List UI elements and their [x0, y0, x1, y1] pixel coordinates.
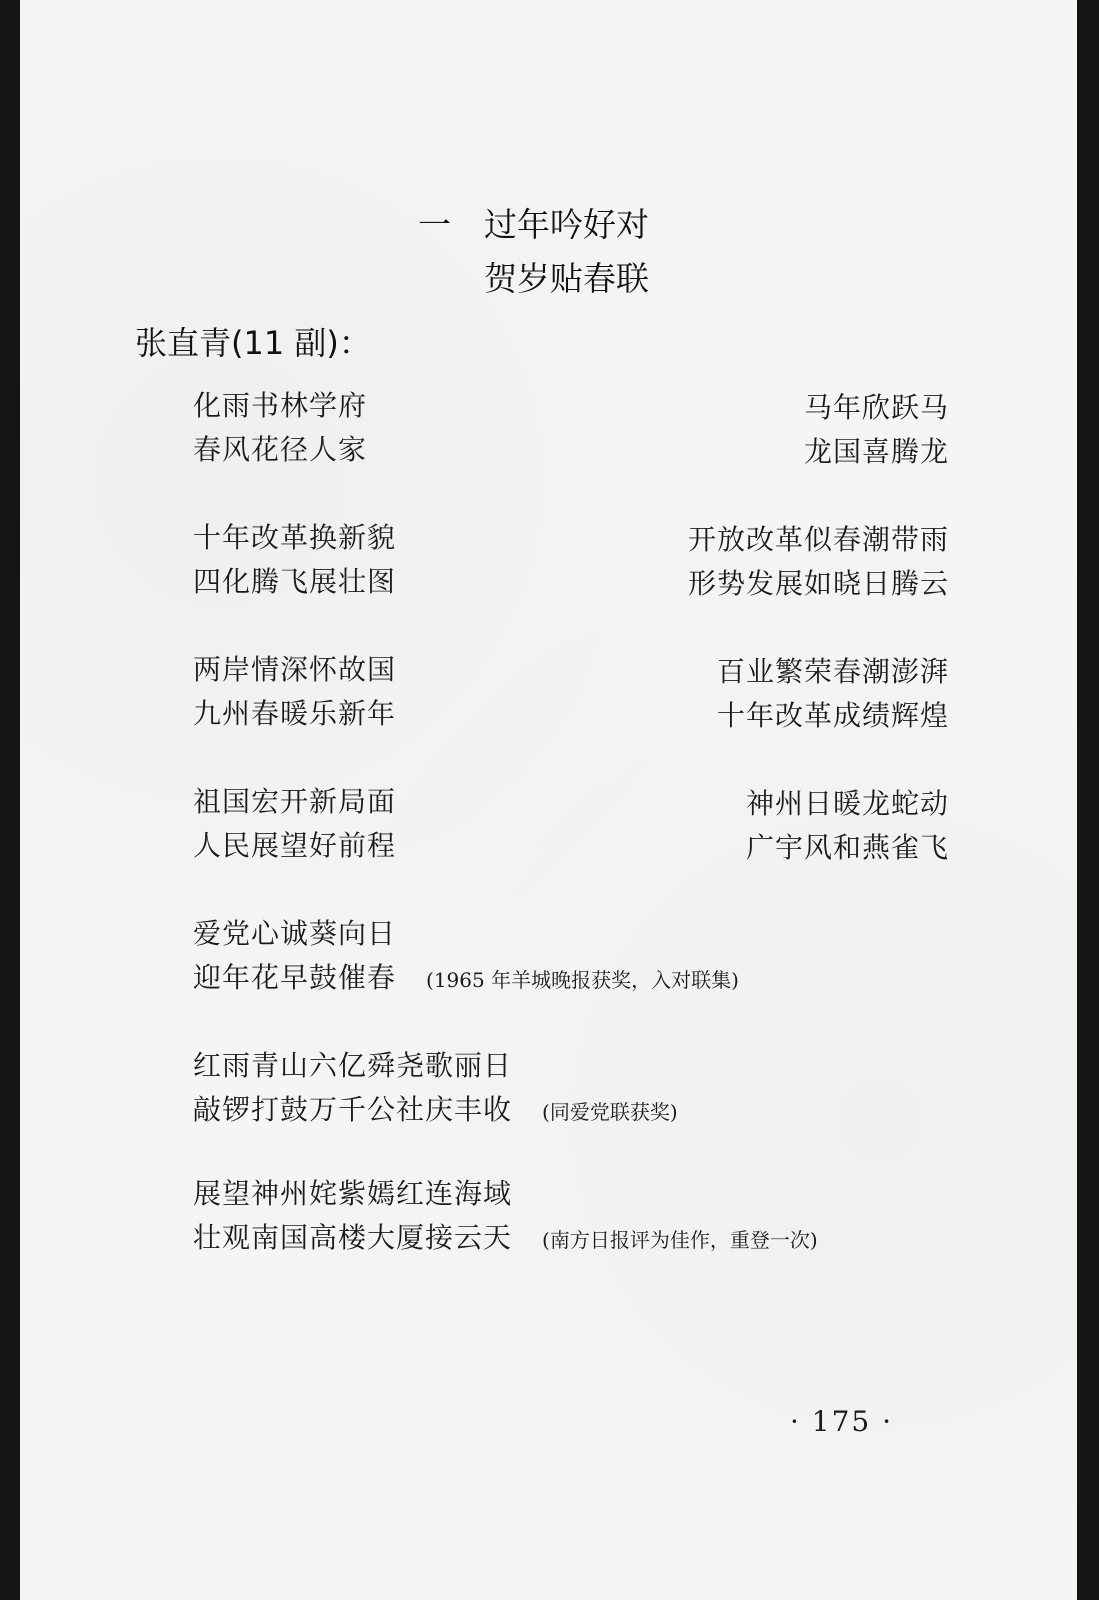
couplet-line: 爱党心诚葵向日 [193, 917, 397, 950]
couplet-line: 神州日暖龙蛇动 [745, 787, 949, 820]
couplet-2 [804, 386, 949, 474]
couplet-5 [193, 648, 396, 736]
couplet-line: 春风花径人家 [193, 433, 368, 466]
section-title-line1: 过年吟好对 [484, 205, 649, 244]
section-title-line2: 贺岁贴春联 [484, 259, 649, 298]
couplet-line: 敲锣打鼓万千公社庆丰收 [193, 1093, 513, 1126]
couplet-line: 展望神州姹紫嫣红连海域 [193, 1177, 513, 1210]
couplet-4 [688, 518, 949, 606]
couplet-line: 马年欣跃马 [803, 391, 949, 424]
couplet-8 [746, 782, 949, 870]
couplet-9 [193, 912, 739, 1002]
couplet-line: 广宇风和燕雀飞 [745, 831, 949, 864]
couplet-line: 两岸情深怀故国 [193, 653, 397, 686]
couplet-1 [193, 384, 367, 472]
couplet-line: 形势发展如晓日腾云 [687, 567, 949, 600]
couplet-line: 开放改革似春潮带雨 [687, 523, 949, 556]
scan-edge-left [0, 0, 20, 1600]
couplet-line: 九州春暖乐新年 [193, 697, 397, 730]
couplet-note: (1965 年羊城晚报获奖，入对联集) [426, 968, 739, 992]
couplet-line: 人民展望好前程 [193, 829, 397, 862]
couplet-note: (同爱党联获奖) [542, 1100, 678, 1124]
page-number: · 175 · [790, 1405, 894, 1438]
couplet-line: 十年改革成绩辉煌 [716, 699, 949, 732]
couplet-10 [193, 1044, 678, 1134]
couplet-line: 壮观南国高楼大厦接云天 [193, 1221, 513, 1254]
couplet-line: 化雨书林学府 [193, 389, 368, 422]
couplet-line: 迎年花早鼓催春 [193, 961, 397, 994]
couplet-6 [717, 650, 949, 738]
couplet-line: 百业繁荣春潮澎湃 [716, 655, 949, 688]
section-number: 一 [418, 205, 451, 244]
couplet-3 [193, 516, 396, 604]
couplet-line: 红雨青山六亿舜尧歌丽日 [193, 1049, 513, 1082]
couplet-line: 四化腾飞展壮图 [193, 565, 397, 598]
couplet-line: 祖国宏开新局面 [193, 785, 397, 818]
couplet-7 [193, 780, 396, 868]
couplet-11 [193, 1172, 818, 1262]
couplet-note: (南方日报评为佳作，重登一次) [542, 1228, 818, 1252]
couplet-line: 龙国喜腾龙 [803, 435, 949, 468]
couplet-line: 十年改革换新貌 [193, 521, 397, 554]
section-title [418, 198, 649, 306]
author-heading: 张直青(11 副)： [135, 324, 371, 362]
scan-edge-right [1077, 0, 1099, 1600]
